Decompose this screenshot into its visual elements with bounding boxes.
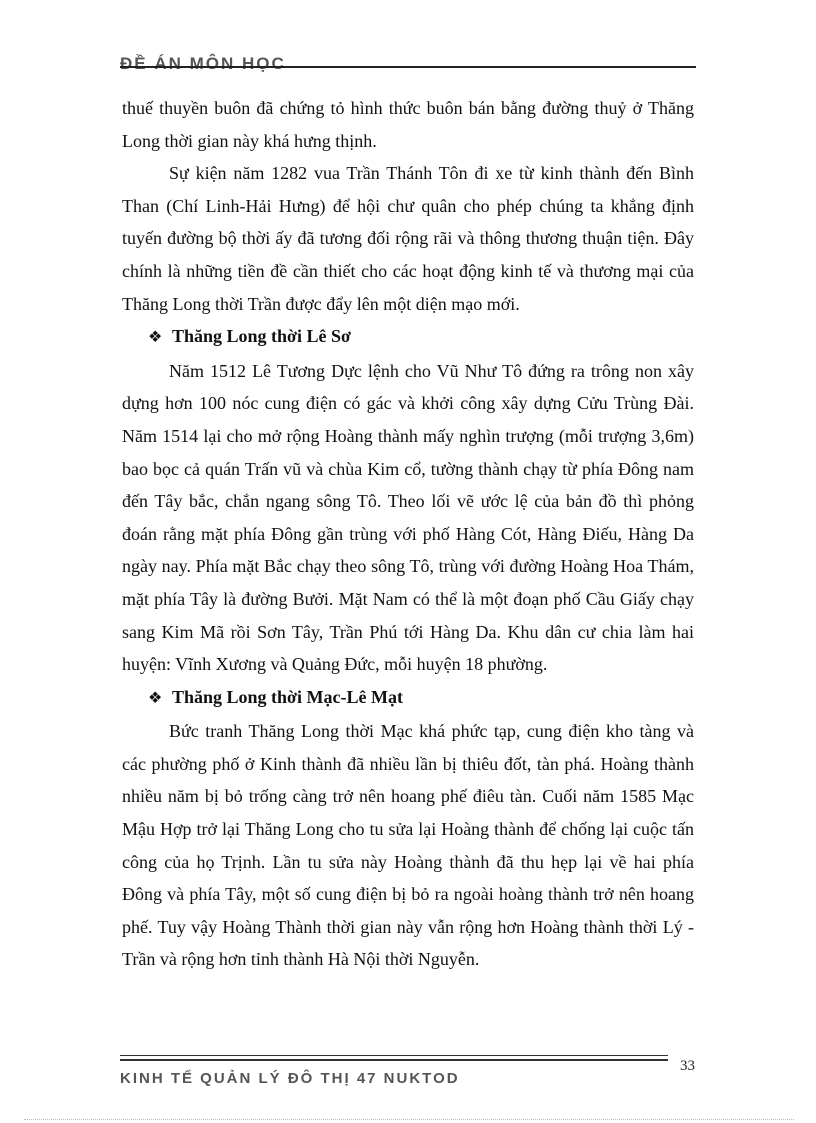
page-header (120, 50, 696, 73)
header-rule (120, 66, 696, 68)
footer-rule-thick (120, 1059, 668, 1061)
paragraph-mac-le-mat: Bức tranh Thăng Long thời Mạc khá phức tạp, cung điện kho tàng và các phường phố ở Kinh thành đã nhiều lần bị thiêu đốt, tàn phá. Hoàng thành nhiều năm bị bỏ trống càng trở nên hoang phế điêu tàn. Cuối năm 1585 Mạc Mậu Hợp trở lại Thăng Long cho tu sửa lại Hoàng thành để chống lại cuộc tấn công của họ Trịnh. Lần tu sửa này Hoàng thành đã thu hẹp lại về hai phía Đông và phía Tây, một số cung điện bị bỏ ra ngoài hoàng thành trở nên hoang phế. Tuy vậy Hoàng Thành thời gian này vẫn rộng hơn Hoàng thành thời Lý - Trần và rộng hơn tỉnh thành Hà Nội thời Nguyễn. (122, 721, 694, 970)
header-title: ĐỀ ÁN MÔN HỌC (120, 54, 286, 73)
section-heading-label: Thăng Long thời Mạc-Lê Mạt (172, 686, 403, 707)
paragraph-continuation: thuế thuyền buôn đã chứng tỏ hình thức buôn bán bằng đường thuỷ ở Thăng Long thời gian này khá hưng thịnh. (122, 98, 694, 151)
section-heading-label: Thăng Long thời Lê Sơ (172, 326, 351, 347)
page-footer (120, 1050, 696, 1087)
page-edge-divider (24, 1119, 794, 1120)
footer-rule (120, 1055, 668, 1056)
document-body (122, 92, 694, 976)
section-heading-mac-le-mat (122, 681, 694, 716)
diamond-bullet-icon: ❖ (148, 689, 163, 707)
footer-title: KINH TẾ QUẢN LÝ ĐÔ THỊ 47 NUKTOD (120, 1070, 460, 1087)
paragraph-tran-dynasty-roads: Sự kiện năm 1282 vua Trần Thánh Tôn đi xe từ kinh thành đến Bình Than (Chí Linh-Hải Hưng) để hội chư quân cho phép chúng ta khẳng định tuyến đường bộ thời ấy đã tương đối rộng rãi và thông thương thuận tiện. Đây chính là những tiền đề cần thiết cho các hoạt động kinh tế và thương mại của Thăng Long thời Trần được đẩy lên một diện mạo mới. (122, 163, 694, 314)
diamond-bullet-icon: ❖ (148, 329, 163, 347)
page-number: 33 (680, 1058, 695, 1074)
paragraph-le-so: Năm 1512 Lê Tương Dực lệnh cho Vũ Như Tô đứng ra trông non xây dựng hơn 100 nóc cung điện có gác và khởi công xây dựng Cửu Trùng Đài. Năm 1514 lại cho mở rộng Hoàng thành mấy nghìn trượng (mỗi trượng 3,6m) bao bọc cả quán Trấn vũ và chùa Kim cổ, tường thành chạy từ phía Đông nam đến Tây bắc, chắn ngang sông Tô. Theo lối vẽ ước lệ của bản đồ thì phỏng đoán rằng mặt phía Đông gần trùng với phố Hàng Cót, Hàng Điếu, Hàng Da ngày nay. Phía mặt Bắc chạy theo sông Tô, trùng với đường Hoàng Hoa Thám, mặt phía Tây là đường Bưởi. Mặt Nam có thể là một đoạn phố Cầu Giấy chạy sang Kim Mã rồi Sơn Tây, Trần Phú tới Hàng Da. Khu dân cư chia làm hai huyện: Vĩnh Xương và Quảng Đức, mỗi huyện 18 phường. (122, 360, 694, 675)
section-heading-le-so (122, 320, 694, 355)
